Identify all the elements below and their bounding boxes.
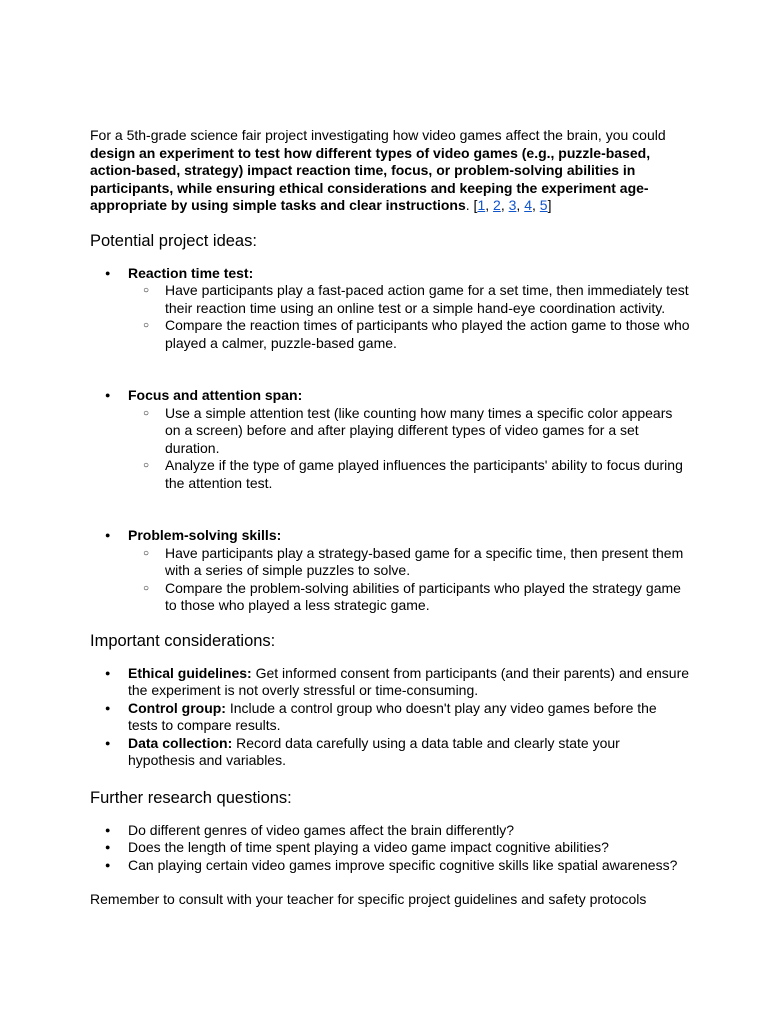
research-heading: Further research questions: (90, 788, 292, 807)
closing-paragraph: Remember to consult with your teacher for specific project guidelines and safety protocols (90, 891, 647, 907)
consideration-label: Ethical guidelines: (128, 664, 252, 681)
citation-link-5[interactable]: 5 (539, 197, 548, 213)
idea-item (90, 265, 690, 353)
research-item: ● Does the length of time spent playing a video game impact cognitive abilities? (90, 839, 690, 857)
citation-link-1[interactable]: 1 (477, 197, 486, 213)
research-list (90, 822, 690, 875)
citation-link-3[interactable]: 3 (508, 197, 517, 213)
consideration-item (90, 735, 690, 770)
considerations-list (90, 665, 690, 770)
intro-close: ] (547, 197, 552, 213)
idea-sub-item: ○ Use a simple attention test (like counting how many times a specific color appears on a screen) before and after playing different types of video games for a set duration. (90, 405, 690, 458)
considerations-heading: Important considerations: (90, 631, 276, 650)
research-item: ● Do different genres of video games affect the brain differently? (90, 822, 690, 840)
intro-bold: design an experiment to test how different types of video games (e.g., puzzle-based, action-based, strategy) impact reaction time, focus, or problem-solving abilities in participants, while ensuring ethical considerations and keeping the experiment age-appropriate by using simple tasks and clear instructions (90, 144, 651, 213)
consideration-text: Include a control group who doesn't play any video games before the tests to compare results. (128, 699, 657, 733)
intro-paragraph: For a 5th-grade science fair project investigating how video games affect the brain, you could design an experiment to test how different types of video games (e.g., puzzle-based, action-based, strategy) impact reaction time, focus, or problem-solving abilities in participants, while ensuring ethical considerations and keeping the experiment age-appropriate by using simple tasks and clear instructions. [1, 2, 3, 4, 5] (90, 127, 666, 213)
consideration-item (90, 700, 690, 735)
idea-sub-item: ○ Compare the reaction times of participants who played the action game to those who played a calmer, puzzle-based game. (90, 317, 690, 352)
idea-sub-list (128, 282, 690, 352)
ideas-heading: Potential project ideas: (90, 231, 257, 250)
consideration-label: Data collection: (128, 734, 233, 751)
idea-sub-item: ○ Have participants play a strategy-based game for a specific time, then present them with a series of simple puzzles to solve. (90, 545, 690, 580)
consideration-label: Control group: (128, 699, 226, 716)
consideration-item (90, 665, 690, 700)
document-body (90, 127, 690, 909)
citation-link-2[interactable]: 2 (493, 197, 501, 213)
consideration-text: Record data carefully using a data table and clearly state your hypothesis and variables. (128, 734, 620, 768)
idea-title: Reaction time test: (128, 264, 254, 281)
idea-sub-item: ○ Analyze if the type of game played influences the participants' ability to focus during the attention test. (90, 457, 690, 492)
idea-item (90, 527, 690, 615)
consideration-text: Get informed consent from participants (and their parents) and ensure the experiment is not overly stressful or time-consuming. (128, 664, 690, 698)
ideas-list (90, 265, 690, 615)
idea-sub-list (128, 405, 690, 493)
idea-sub-item: ○ Compare the problem-solving abilities of participants who played the strategy game to those who played a less strategic game. (90, 580, 690, 615)
idea-title: Problem-solving skills: (128, 527, 282, 543)
idea-title: Focus and attention span: (128, 387, 303, 403)
idea-item (90, 387, 690, 492)
idea-sub-list (128, 545, 690, 615)
idea-sub-item: ○ Have participants play a fast-paced action game for a set time, then immediately test their reaction time using an online test or a simple hand-eye coordination activity. (90, 282, 690, 317)
intro-tail: . [ (465, 197, 478, 213)
citation-link-4[interactable]: 4 (524, 197, 532, 213)
research-item: ● Can playing certain video games improve specific cognitive skills like spatial awareness? (90, 857, 690, 875)
intro-lead: For a 5th-grade science fair project investigating how video games affect the brain, you could (90, 127, 666, 143)
